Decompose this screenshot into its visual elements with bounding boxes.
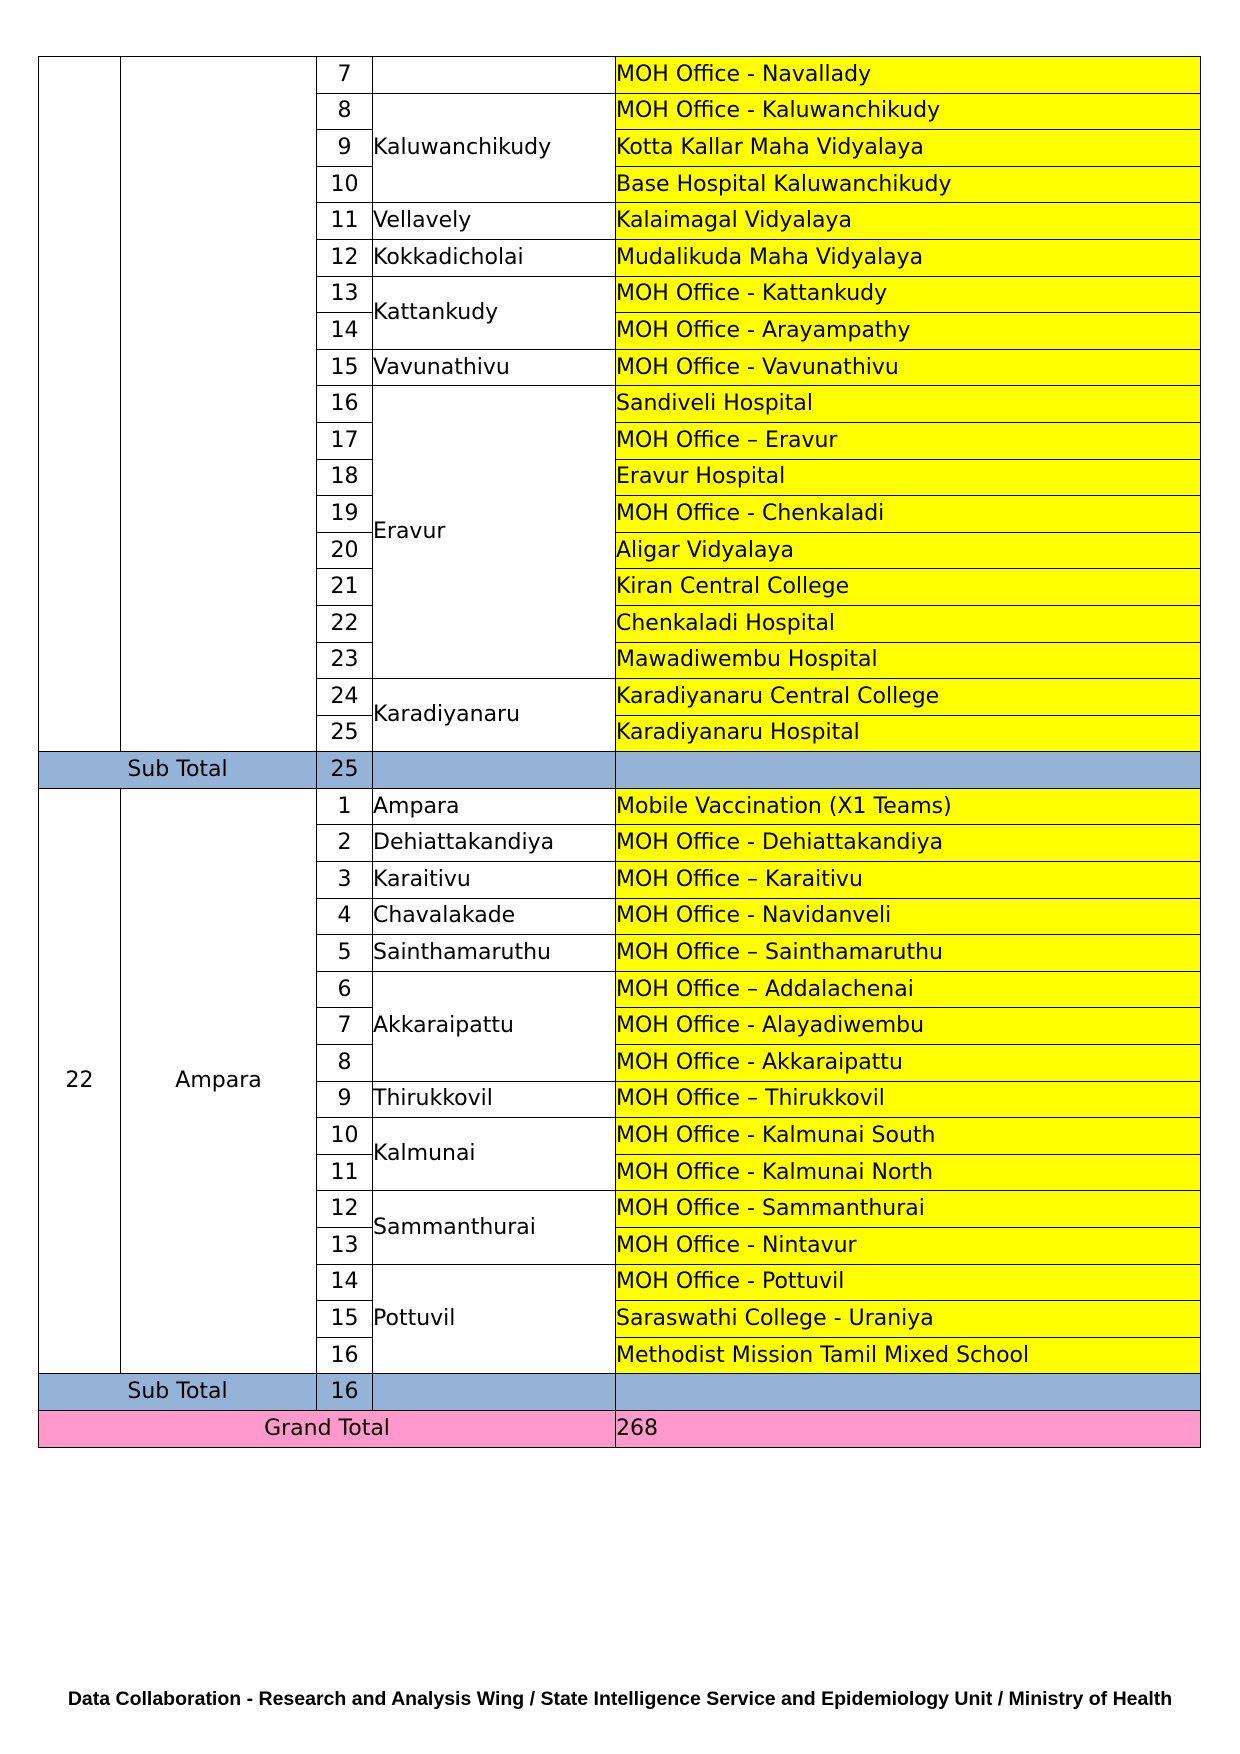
row-number: 17 <box>317 422 373 459</box>
district-name: Ampara <box>121 788 317 1374</box>
moh-area: Kalmunai <box>373 1118 616 1191</box>
row-number: 12 <box>317 239 373 276</box>
district-index-cell <box>39 57 121 752</box>
row-number: 16 <box>317 1337 373 1374</box>
moh-area: Eravur <box>373 386 616 679</box>
moh-area: Kokkadicholai <box>373 239 616 276</box>
district-name-cell <box>121 57 317 752</box>
subtotal-value: 16 <box>317 1374 373 1411</box>
row-number: 16 <box>317 386 373 423</box>
row-number: 5 <box>317 935 373 972</box>
footer-credit: Data Collaboration - Research and Analysis Wing / State Intelligence Service and Epidemiology Unit / Ministry of Health <box>67 1688 1173 1710</box>
row-number: 10 <box>317 166 373 203</box>
table-row <box>39 57 1201 94</box>
vaccination-location: MOH Office - Pottuvil <box>616 1264 1201 1301</box>
row-number: 14 <box>317 1264 373 1301</box>
vaccination-location: MOH Office – Addalachenai <box>616 971 1201 1008</box>
vaccination-location: Karadiyanaru Hospital <box>616 715 1201 752</box>
row-number: 9 <box>317 130 373 167</box>
vaccination-location: Base Hospital Kaluwanchikudy <box>616 166 1201 203</box>
row-number: 13 <box>317 1228 373 1265</box>
vaccination-location: MOH Office - Vavunathivu <box>616 349 1201 386</box>
vaccination-location: MOH Office - Nintavur <box>616 1228 1201 1265</box>
district-index: 22 <box>39 788 121 1374</box>
vaccination-location: MOH Office - Kattankudy <box>616 276 1201 313</box>
vaccination-location: MOH Office – Karaitivu <box>616 862 1201 899</box>
subtotal-row <box>39 1374 1201 1411</box>
vaccination-location: Mawadiwembu Hospital <box>616 642 1201 679</box>
table-row <box>39 788 1201 825</box>
row-number: 14 <box>317 313 373 350</box>
row-number: 3 <box>317 862 373 899</box>
moh-area: Dehiattakandiya <box>373 825 616 862</box>
vaccination-location: Kotta Kallar Maha Vidyalaya <box>616 130 1201 167</box>
subtotal-blank <box>373 752 616 789</box>
vaccination-location: MOH Office – Eravur <box>616 422 1201 459</box>
row-number: 20 <box>317 532 373 569</box>
vaccination-location: Eravur Hospital <box>616 459 1201 496</box>
row-number: 7 <box>317 1008 373 1045</box>
moh-area: Karadiyanaru <box>373 679 616 752</box>
row-number: 10 <box>317 1118 373 1155</box>
table-body <box>39 57 1201 1448</box>
vaccination-location: Mobile Vaccination (X1 Teams) <box>616 788 1201 825</box>
vaccination-location: MOH Office - Sammanthurai <box>616 1191 1201 1228</box>
vaccination-location: MOH Office - Akkaraipattu <box>616 1045 1201 1082</box>
moh-area: Pottuvil <box>373 1264 616 1374</box>
row-number: 22 <box>317 605 373 642</box>
vaccination-location: Aligar Vidyalaya <box>616 532 1201 569</box>
subtotal-blank <box>616 752 1201 789</box>
subtotal-row <box>39 752 1201 789</box>
row-number: 8 <box>317 93 373 130</box>
grand-total-row <box>39 1410 1201 1447</box>
row-number: 19 <box>317 496 373 533</box>
moh-area: Kaluwanchikudy <box>373 93 616 203</box>
row-number: 23 <box>317 642 373 679</box>
vaccination-location: Kiran Central College <box>616 569 1201 606</box>
grand-total-label: Grand Total <box>39 1410 616 1447</box>
moh-area: Chavalakade <box>373 898 616 935</box>
vaccination-location: MOH Office – Sainthamaruthu <box>616 935 1201 972</box>
row-number: 7 <box>317 57 373 94</box>
vaccination-location: MOH Office - Navidanveli <box>616 898 1201 935</box>
row-number: 4 <box>317 898 373 935</box>
row-number: 15 <box>317 349 373 386</box>
vaccination-location: MOH Office - Navallady <box>616 57 1201 94</box>
row-number: 11 <box>317 203 373 240</box>
vaccination-location: Kalaimagal Vidyalaya <box>616 203 1201 240</box>
grand-total-value: 268 <box>616 1410 1201 1447</box>
row-number: 2 <box>317 825 373 862</box>
vaccination-location: MOH Office – Thirukkovil <box>616 1081 1201 1118</box>
vaccination-location: Saraswathi College - Uraniya <box>616 1301 1201 1338</box>
moh-area: Vellavely <box>373 203 616 240</box>
moh-area: Akkaraipattu <box>373 971 616 1081</box>
row-number: 1 <box>317 788 373 825</box>
row-number: 21 <box>317 569 373 606</box>
row-number: 6 <box>317 971 373 1008</box>
row-number: 15 <box>317 1301 373 1338</box>
row-number: 24 <box>317 679 373 716</box>
vaccination-location: MOH Office - Kaluwanchikudy <box>616 93 1201 130</box>
row-number: 8 <box>317 1045 373 1082</box>
moh-area: Vavunathivu <box>373 349 616 386</box>
vaccination-location: Karadiyanaru Central College <box>616 679 1201 716</box>
subtotal-label: Sub Total <box>39 752 317 789</box>
row-number: 12 <box>317 1191 373 1228</box>
vaccination-location: MOH Office - Dehiattakandiya <box>616 825 1201 862</box>
row-number: 25 <box>317 715 373 752</box>
row-number: 13 <box>317 276 373 313</box>
vaccination-location: Chenkaladi Hospital <box>616 605 1201 642</box>
subtotal-value: 25 <box>317 752 373 789</box>
vaccination-location: MOH Office - Arayampathy <box>616 313 1201 350</box>
vaccination-location: MOH Office - Kalmunai South <box>616 1118 1201 1155</box>
vaccination-location: Sandiveli Hospital <box>616 386 1201 423</box>
vaccination-location: Methodist Mission Tamil Mixed School <box>616 1337 1201 1374</box>
moh-area <box>373 57 616 94</box>
vaccination-location: MOH Office - Alayadiwembu <box>616 1008 1201 1045</box>
subtotal-blank <box>616 1374 1201 1411</box>
vaccination-location: Mudalikuda Maha Vidyalaya <box>616 239 1201 276</box>
moh-area: Sammanthurai <box>373 1191 616 1264</box>
subtotal-blank <box>373 1374 616 1411</box>
moh-area: Ampara <box>373 788 616 825</box>
vaccination-location: MOH Office - Kalmunai North <box>616 1154 1201 1191</box>
vaccination-centers-table <box>38 56 1201 1448</box>
moh-area: Kattankudy <box>373 276 616 349</box>
moh-area: Karaitivu <box>373 862 616 899</box>
subtotal-label: Sub Total <box>39 1374 317 1411</box>
row-number: 18 <box>317 459 373 496</box>
row-number: 11 <box>317 1154 373 1191</box>
moh-area: Thirukkovil <box>373 1081 616 1118</box>
row-number: 9 <box>317 1081 373 1118</box>
moh-area: Sainthamaruthu <box>373 935 616 972</box>
vaccination-location: MOH Office - Chenkaladi <box>616 496 1201 533</box>
